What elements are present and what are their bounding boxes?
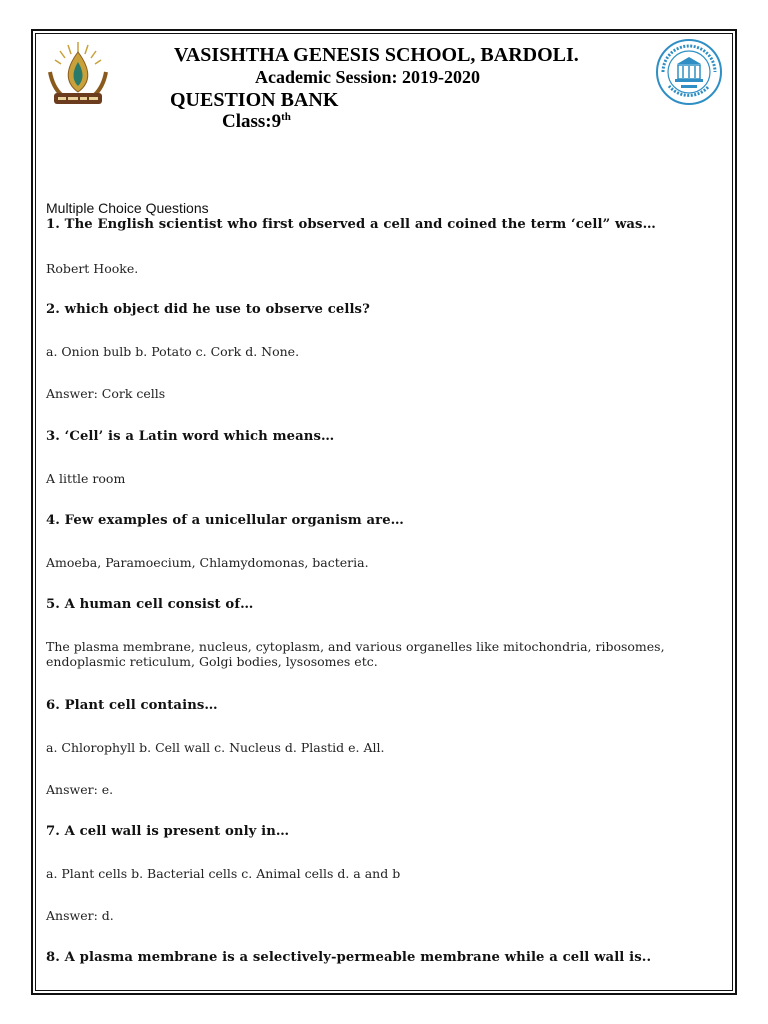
answer-3: A little room [46, 471, 126, 486]
question-5: 5. A human cell consist of… [46, 597, 254, 612]
options-2: a. Onion bulb b. Potato c. Cork d. None. [46, 344, 300, 359]
document-title: QUESTION BANK [170, 89, 339, 111]
school-logo [44, 38, 112, 108]
answer-5: The plasma membrane, nucleus, cytoplasm, and various organelles like mitochondria, ribosomes, endoplasmic reticulum, Golgi bodies, lysosomes etc. [46, 639, 665, 669]
question-7: 7. A cell wall is present only in… [46, 824, 290, 839]
section-heading: Multiple Choice Questions [46, 200, 209, 216]
question-8: 8. A plasma membrane is a selectively-permeable membrane while a cell wall is.. [46, 950, 652, 965]
page-border-inner [35, 33, 733, 991]
answer-7: Answer: d. [46, 908, 114, 923]
answer-4: Amoeba, Paramoecium, Chlamydomonas, bacteria. [46, 555, 369, 570]
question-1: 1. The English scientist who first observed a cell and coined the term ‘cell” was… [46, 217, 656, 232]
question-6: 6. Plant cell contains… [46, 698, 218, 713]
school-name: VASISHTHA GENESIS SCHOOL, BARDOLI. [174, 44, 579, 66]
question-4: 4. Few examples of a unicellular organism are… [46, 513, 404, 528]
options-7: a. Plant cells b. Bacterial cells c. Animal cells d. a and b [46, 866, 401, 881]
answer-2: Answer: Cork cells [46, 386, 166, 401]
board-seal-logo [655, 38, 723, 106]
question-2: 2. which object did he use to observe cells? [46, 302, 370, 317]
question-3: 3. ‘Cell’ is a Latin word which means… [46, 429, 335, 444]
answer-6: Answer: e. [46, 782, 114, 797]
academic-session: Academic Session: 2019-2020 [255, 67, 480, 87]
class-label: Class:9th [222, 111, 291, 132]
answer-1: Robert Hooke. [46, 261, 139, 276]
options-6: a. Chlorophyll b. Cell wall c. Nucleus d. Plastid e. All. [46, 740, 385, 755]
class-superscript: th [281, 111, 291, 123]
